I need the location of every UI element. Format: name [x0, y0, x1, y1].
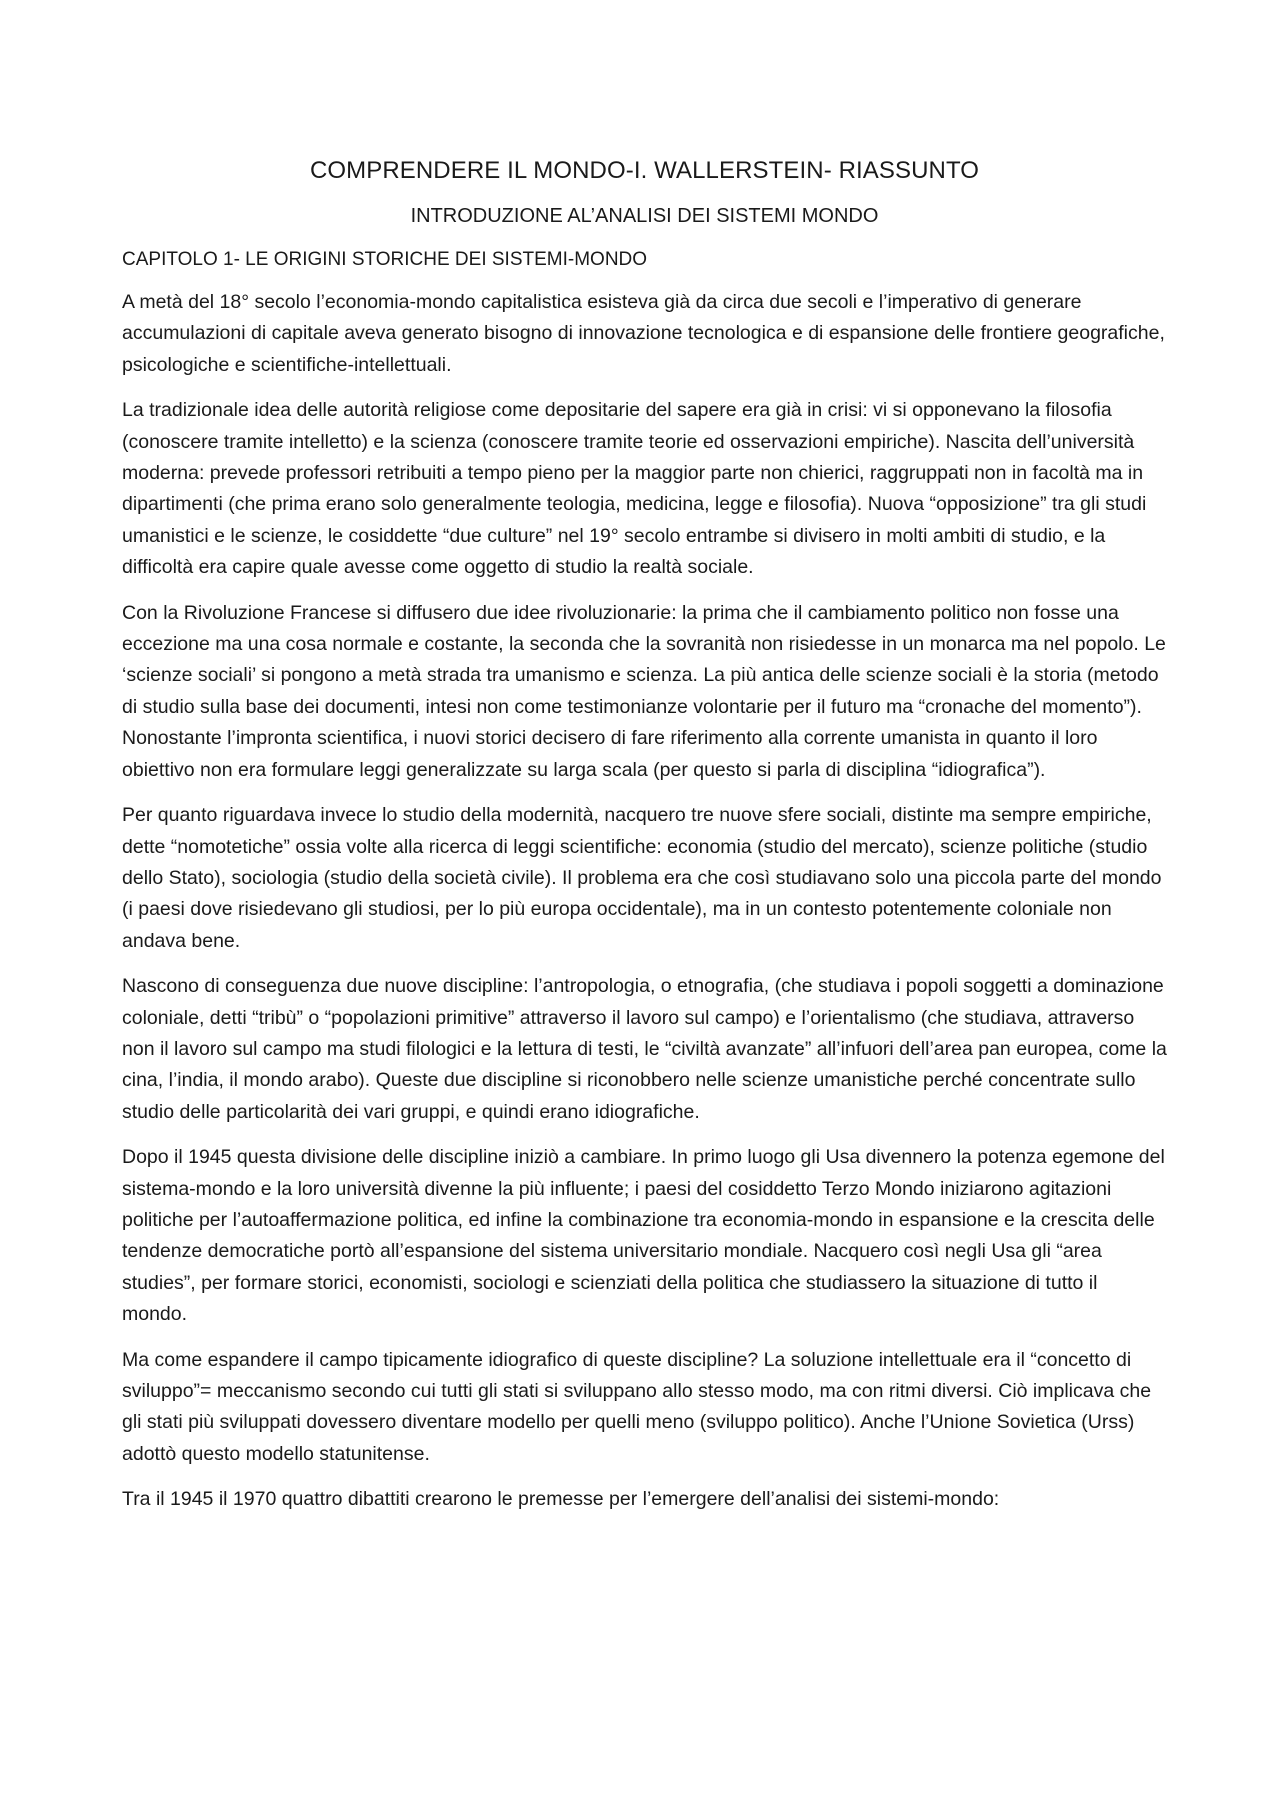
paragraph-5: Nascono di conseguenza due nuove discipline: l’antropologia, o etnografia, (che studiava i popoli soggetti a dominazione coloniale, detti “tribù” o “popolazioni primitive” attraverso il lavoro sul campo) e l’orientalismo (che studiava, attraverso non il lavoro sul campo ma studi filologici e la lettura di testi, le “civiltà avanzate” all’infuori dell’area pan europea, come la cina, l’india, il mondo arabo). Queste due discipline si riconobbero nelle scienze umanistiche perché concentrate sullo studio delle particolarità dei vari gruppi, e quindi erano idiografiche. — [122, 975, 1167, 1123]
paragraph-2: La tradizionale idea delle autorità religiose come depositarie del sapere era già in crisi: vi si opponevano la filosofia (conoscere tramite intelletto) e la scienza (conoscere tramite teorie ed osservazioni empiriche). Nascita dell’università moderna: prevede professori retribuiti a tempo pieno per la maggior parte non chierici, raggruppati non in facoltà ma in dipartimenti (che prima erano solo generalmente teologia, medicina, legge e filosofia). Nuova “opposizione” tra gli studi umanistici e le scienze, le cosiddette “due culture” nel 19° secolo entrambe si divisero in molti ambiti di studio, e la difficoltà era capire quale avesse come oggetto di studio la realtà sociale. — [122, 399, 1147, 579]
paragraph-3: Con la Rivoluzione Francese si diffusero due idee rivoluzionarie: la prima che il cambiamento politico non fosse una eccezione ma una cosa normale e costante, la seconda che la sovranità non risiedesse in un monarca ma nel popolo. Le ‘scienze sociali’ si pongono a metà strada tra umanismo e scienza. La più antica delle scienze sociali è la storia (metodo di studio sulla base dei documenti, intesi non come testimonianze volontarie per il futuro ma “cronache del momento”). Nonostante l’impronta scientifica, i nuovi storici decisero di fare riferimento alla corrente umanista in quanto il loro obiettivo non era formulare leggi generalizzate su larga scala (per questo si parla di disciplina “idiografica”). — [122, 601, 1166, 781]
paragraph-7: Ma come espandere il campo tipicamente idiografico di queste discipline? La soluzione intellettuale era il “concetto di sviluppo”= meccanismo secondo cui tutti gli stati si sviluppano allo stesso modo, ma con ritmi diversi. Ciò implicava che gli stati più sviluppati dovessero diventare modello per quelli meno (sviluppo politico). Anche l’Unione Sovietica (Urss) adottò questo modello statunitense. — [122, 1348, 1152, 1465]
paragraph-8: Tra il 1945 il 1970 quattro dibattiti crearono le premesse per l’emergere dell’analisi dei sistemi-mondo: — [122, 1488, 1000, 1511]
chapter-heading: CAPITOLO 1- LE ORIGINI STORICHE DEI SISTEMI-MONDO — [122, 249, 648, 270]
document-body — [122, 155, 1167, 1530]
paragraph-1: A metà del 18° secolo l’economia-mondo capitalistica esisteva già da circa due secoli e l’imperativo di generare accumulazioni di capitale aveva generato bisogno di innovazione tecnologica e di espansione delle frontiere geografiche, psicologiche e scientifiche-intellettuali. — [122, 291, 1165, 376]
document-title: COMPRENDERE IL MONDO-I. WALLERSTEIN- RIASSUNTO — [309, 157, 980, 184]
document-subtitle: INTRODUZIONE AL’ANALISI DEI SISTEMI MONDO — [410, 205, 879, 227]
paragraph-6: Dopo il 1945 questa divisione delle discipline iniziò a cambiare. In primo luogo gli Usa divennero la potenza egemone del sistema-mondo e la loro università divenne la più influente; i paesi del cosiddetto Terzo Mondo iniziarono agitazioni politiche per l’autoaffermazione politica, ed infine la combinazione tra economia-mondo in espansione e la crescita delle tendenze democratiche portò all’espansione del sistema universitario mondiale. Nacquero così negli Usa gli “area studies”, per formare storici, economisti, sociologi e scienziati della politica che studiassero la situazione di tutto il mondo. — [122, 1146, 1165, 1326]
paragraph-4: Per quanto riguardava invece lo studio della modernità, nacquero tre nuove sfere sociali, distinte ma sempre empiriche, dette “nomotetiche” ossia volte alla ricerca di leggi scientifiche: economia (studio del mercato), scienze politiche (studio dello Stato), sociologia (studio della società civile). Il problema era che così studiavano solo una piccola parte del mondo (i paesi dove risiedevano gli studiosi, per lo più europa occidentale), ma in un contesto potentemente coloniale non andava bene. — [122, 804, 1162, 952]
